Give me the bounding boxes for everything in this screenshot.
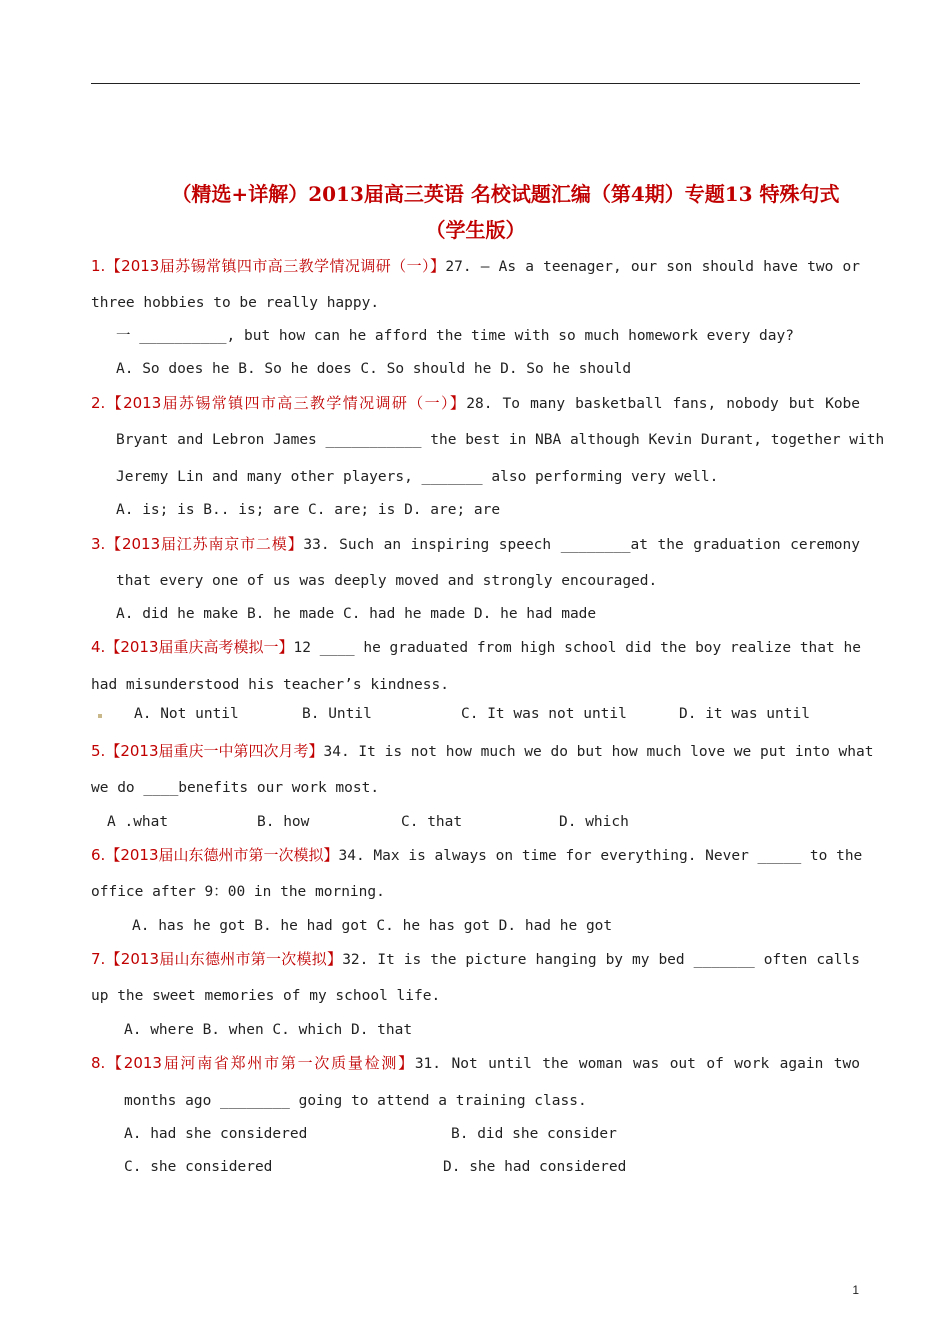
question-8-option-a: A. had she considered: [124, 1126, 308, 1142]
question-3-options: A. did he make B. he made C. had he made D. he had made: [116, 606, 597, 622]
question-3-source: 【2013届江苏南京市二模】: [105, 535, 304, 553]
question-2-text: 28. To many basketball fans, nobody but Kobe: [466, 396, 861, 412]
question-8-option-b: B. did she consider: [451, 1126, 617, 1142]
page-title: （精选+详解）2013届高三英语 名校试题汇编（第4期）专题13 特殊句式: [171, 182, 840, 206]
question-5-option-b: B. how: [257, 814, 310, 830]
question-8-number: 8.: [91, 1054, 106, 1072]
page-subtitle: （学生版）: [425, 218, 526, 242]
question-2-options: A. is; is B.. is; are C. are; is D. are; are: [116, 502, 501, 518]
question-1-number: 1.: [91, 257, 106, 275]
question-5-option-a: A .what: [107, 814, 169, 830]
question-1-line-2: three hobbies to be really happy.: [91, 295, 380, 311]
page-number: 1: [852, 1283, 859, 1297]
question-8-text: 31. Not until the woman was out of work again two: [414, 1056, 860, 1072]
question-7-line-2: up the sweet memories of my school life.: [91, 988, 441, 1004]
question-3-number: 3.: [91, 535, 106, 553]
question-7-text: 32. It is the picture hanging by my bed _______ often calls: [342, 952, 860, 968]
question-4-option-a: A. Not until: [134, 706, 239, 722]
stray-mark: [98, 714, 102, 718]
question-6-number: 6.: [91, 846, 106, 864]
question-3-line-2: that every one of us was deeply moved and strongly encouraged.: [116, 573, 658, 589]
question-4-option-d: D. it was until: [679, 706, 810, 722]
question-7-source: 【2013届山东德州市第一次模拟】: [105, 950, 343, 968]
question-8-line-2: months ago ________ going to attend a training class.: [124, 1093, 587, 1109]
question-1-options: A. So does he B. So he does C. So should he D. So he should: [116, 361, 632, 377]
question-4-number: 4.: [91, 638, 106, 656]
question-2-source: 【2013届苏锡常镇四市高三教学情况调研（一）】: [105, 394, 467, 412]
question-1-source: 【2013届苏锡常镇四市高三教学情况调研（一）】: [105, 257, 446, 275]
question-5-option-c: C. that: [401, 814, 463, 830]
question-4-source: 【2013届重庆高考模拟一】: [105, 638, 294, 656]
question-4-option-c: C. It was not until: [461, 706, 627, 722]
question-5-number: 5.: [91, 742, 106, 760]
question-4-option-b: B. Until: [302, 706, 372, 722]
question-6-line-1: [91, 845, 863, 866]
question-5-source: 【2013届重庆一中第四次月考】: [105, 742, 324, 760]
question-1-line-3: 一 __________, but how can he afford the time with so much homework every day?: [116, 328, 794, 344]
question-5-line-2: we do ____benefits our work most.: [91, 780, 380, 796]
question-4-line-1: [91, 637, 860, 658]
question-6-line-2: office after 9：00 in the morning.: [91, 884, 385, 900]
question-2-line-2: Bryant and Lebron James ___________ the best in NBA although Kevin Durant, together with: [116, 432, 885, 448]
question-5-option-d: D. which: [559, 814, 629, 830]
header-rule: [91, 83, 860, 84]
question-1-line-1: [91, 256, 860, 277]
question-8-source: 【2013届河南省郑州市第一次质量检测】: [105, 1054, 415, 1072]
question-1-text: 27. — As a teenager, our son should have two or: [445, 259, 860, 275]
question-7-options: A. where B. when C. which D. that: [124, 1022, 413, 1038]
question-5-line-1: [91, 741, 874, 762]
question-5-text: 34. It is not how much we do but how much love we put into what: [323, 744, 874, 760]
question-8-option-c: C. she considered: [124, 1159, 273, 1175]
question-7-number: 7.: [91, 950, 106, 968]
question-8-line-1: [91, 1053, 860, 1074]
question-2-line-3: Jeremy Lin and many other players, _______ also performing very well.: [116, 469, 719, 485]
question-3-text: 33. Such an inspiring speech ________at the graduation ceremony: [303, 537, 860, 553]
question-6-text: 34. Max is always on time for everything. Never _____ to the: [338, 848, 863, 864]
question-2-number: 2.: [91, 394, 106, 412]
question-6-source: 【2013届山东德州市第一次模拟】: [105, 846, 339, 864]
question-3-line-1: [91, 534, 860, 555]
question-6-options: A. has he got B. he had got C. he has got D. had he got: [132, 918, 613, 934]
question-8-option-d: D. she had considered: [443, 1159, 627, 1175]
question-7-line-1: [91, 949, 860, 970]
question-4-text: 12 ____ he graduated from high school did the boy realize that he: [293, 640, 861, 656]
question-2-line-1: [91, 393, 860, 414]
question-4-line-2: had misunderstood his teacher’s kindness.: [91, 677, 449, 693]
